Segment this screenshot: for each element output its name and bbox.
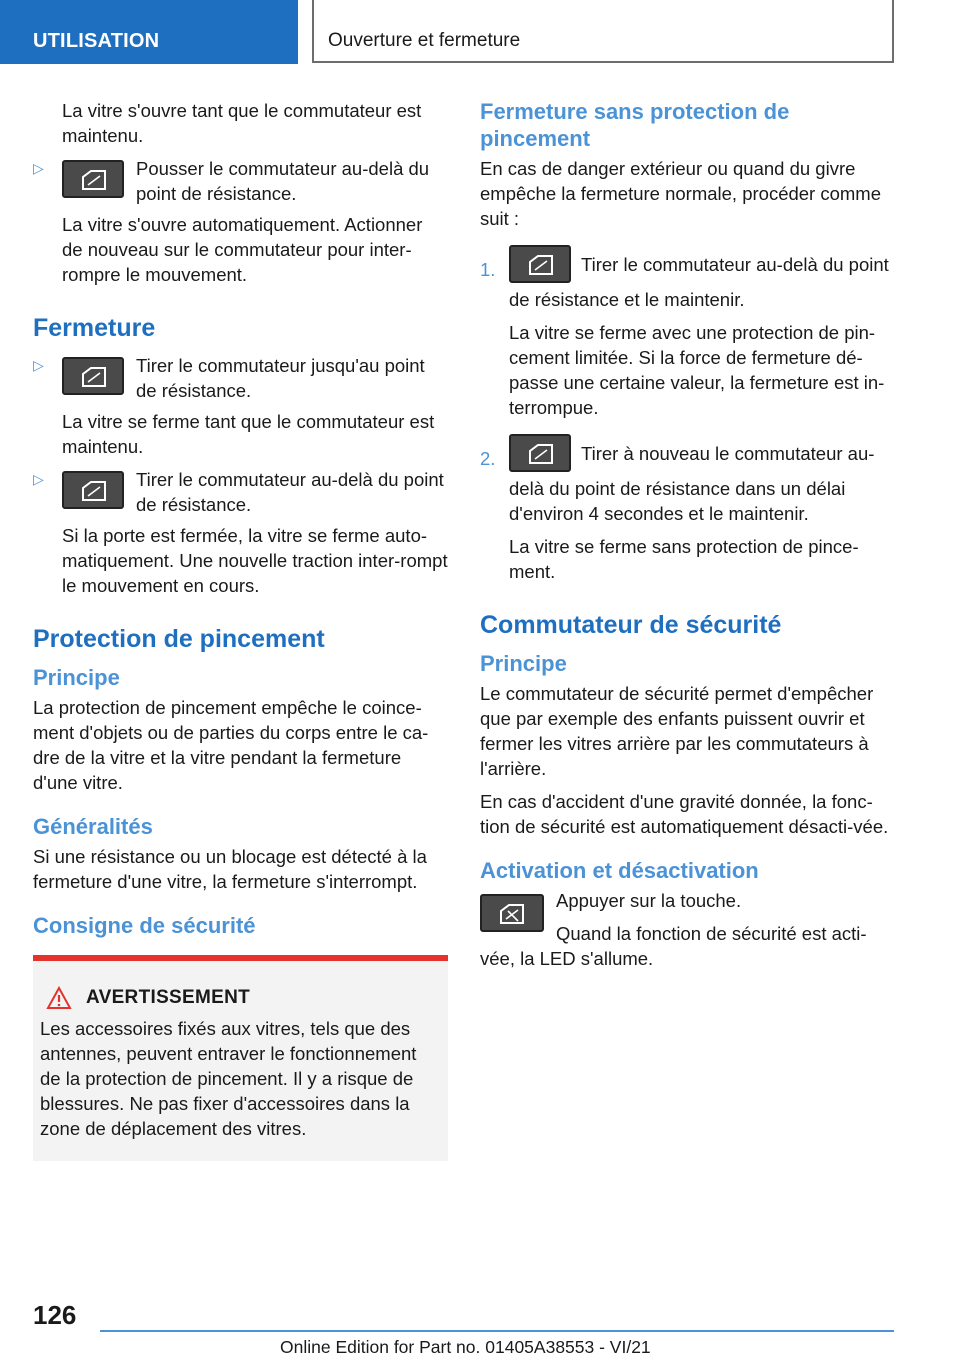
window-switch-icon (62, 160, 124, 198)
section-tab (0, 0, 298, 64)
safety-switch-heading: Commutateur de sécurité (480, 611, 782, 639)
safety-heading: Consigne de sécurité (33, 913, 256, 938)
window-switch-icon (62, 471, 124, 509)
warning-box (33, 955, 448, 1161)
open-item-note: La vitre s'ouvre automatiquement. Actionner de nouveau sur le commutateur pour inter-rompre le mouvement. (62, 214, 423, 285)
step-1-text: Tirer le commutateur au-delà du point de résistance et le maintenir. (509, 253, 889, 310)
step-2-number: 2. (480, 448, 496, 469)
switch-principle-text-2: En cas d'accident d'une gravité donnée, la fonc-tion de sécurité est automatiquement désacti-vée. (480, 791, 889, 837)
principle-text: La protection de pincement empêche le coince-ment d'objets ou de parties du corps entre le ca-dre de la vitre et la vitre pendant la fermeture d'une vitre. (33, 697, 429, 793)
triangle-bullet-icon: ▷ (33, 357, 44, 373)
step-1 (480, 245, 896, 420)
step-1-number: 1. (480, 259, 496, 280)
switch-principle-text-1: Le commutateur de sécurité permet d'empêcher que par exemple des enfants puissent ouvrir et fermer les vitres arrière par les commutateurs à l'arrière. (480, 683, 874, 779)
intro-text: La vitre s'ouvre tant que le commutateur est maintenu. (62, 100, 422, 146)
close-item-2-note: Si la porte est fermée, la vitre se ferme auto-matiquement. Une nouvelle traction inter-rompt le mouvement en cours. (62, 525, 448, 596)
general-text: Si une résistance ou un blocage est détecté à la fermeture d'une vitre, la fermeture s'interrompt. (33, 846, 427, 892)
closing-heading: Fermeture (33, 314, 156, 342)
warning-label: AVERTISSEMENT (86, 987, 251, 1008)
window-lock-switch-icon (480, 894, 544, 932)
warning-text: Les accessoires fixés aux vitres, tels que des antennes, peuvent entraver le fonctionnement de la protection de pincement. Il y a risque de blessures. Ne pas fixer d'accessoires dans la zone de déplacement des vitres. (40, 1018, 417, 1139)
page-number: 126 (33, 1300, 77, 1330)
activation-text-1: Appuyer sur la touche. (556, 890, 742, 911)
step-1-note: La vitre se ferme avec une protection de pin-cement limitée. Si la force de fermeture dé-passe une certaine valeur, la fermeture est in-terrompue. (509, 322, 885, 418)
chapter-title: Ouverture et fermeture (328, 30, 521, 51)
switch-principle-heading: Principe (480, 651, 567, 676)
activation-heading: Activation et désactivation (480, 858, 759, 883)
window-switch-icon (509, 245, 571, 283)
chapter-tab (312, 0, 894, 63)
no-pinch-text: En cas de danger extérieur ou quand du givre empêche la fermeture normale, procéder comme suit : (480, 158, 882, 229)
close-item-2 (33, 467, 448, 517)
activation-text-2: Quand la fonction de sécurité est acti-vée, la LED s'allume. (480, 923, 867, 969)
triangle-bullet-icon: ▷ (33, 471, 44, 487)
right-column (480, 98, 896, 979)
step-2-note: La vitre se ferme sans protection de pince-ment. (509, 536, 859, 582)
warning-triangle-icon (46, 986, 72, 1010)
open-item-text: Pousser le commutateur au-delà du point de résistance. (136, 158, 430, 204)
left-column (33, 98, 448, 1161)
window-switch-icon (509, 434, 571, 472)
no-pinch-heading: Fermeture sans protection de pincement (480, 99, 790, 151)
close-item-1-note: La vitre se ferme tant que le commutateur est maintenu. (62, 411, 435, 457)
open-item (33, 156, 448, 206)
step-2-text: Tirer à nouveau le commutateur au-delà du point de résistance dans un délai d'environ 4 secondes et le maintenir. (509, 442, 875, 524)
section-title: UTILISATION (33, 30, 160, 52)
footer-divider (100, 1330, 894, 1332)
pinch-protection-heading: Protection de pincement (33, 625, 325, 653)
general-heading: Généralités (33, 814, 153, 839)
step-2 (480, 434, 896, 584)
close-item-1-text: Tirer le commutateur jusqu'au point de résistance. (136, 355, 425, 401)
close-item-2-text: Tirer le commutateur au-delà du point de résistance. (136, 469, 444, 515)
window-switch-icon (62, 357, 124, 395)
triangle-bullet-icon: ▷ (33, 160, 44, 176)
close-item-1 (33, 353, 448, 403)
principle-heading: Principe (33, 665, 120, 690)
edition-text: Online Edition for Part no. 01405A38553 - VI/21 (280, 1337, 651, 1357)
